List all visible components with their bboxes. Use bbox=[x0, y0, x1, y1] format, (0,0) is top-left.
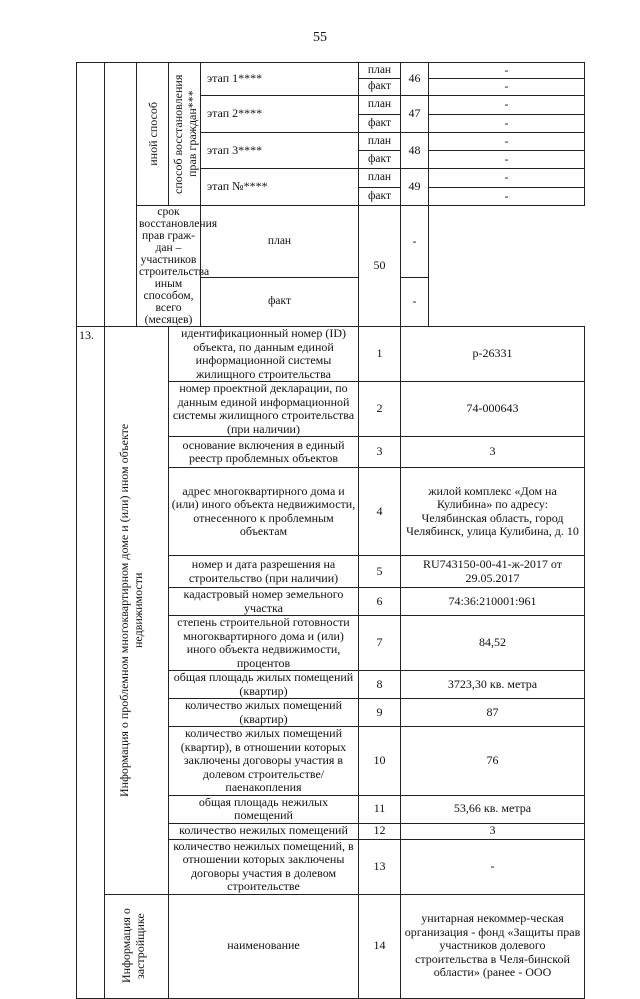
plan-label: план bbox=[359, 63, 401, 79]
row-label: основание включения в единый реестр проблемных объектов bbox=[169, 437, 359, 468]
fact-value: - bbox=[429, 151, 585, 169]
row-label: количество нежилых помещений, в отношении которых заключены договоры участия в долевом строительстве bbox=[169, 839, 359, 894]
plan-value: - bbox=[429, 63, 585, 79]
plan-label: план bbox=[201, 206, 359, 278]
row-label: степень строительной готовности многоквартирного дома и (или) иного объекта недвижимости, процентов bbox=[169, 616, 359, 671]
row-label: кадастровый номер земельного участка bbox=[169, 588, 359, 616]
row-number: 14 bbox=[359, 894, 401, 998]
row-number: 46 bbox=[401, 63, 429, 96]
fact-value: - bbox=[429, 188, 585, 206]
row-number: 10 bbox=[359, 727, 401, 796]
row-value: р-26331 bbox=[401, 327, 585, 382]
row-number: 11 bbox=[359, 795, 401, 823]
page-number: 55 bbox=[313, 30, 327, 45]
plan-label: план bbox=[359, 96, 401, 115]
other-method-label: иной способ bbox=[145, 102, 160, 166]
fact-label: факт bbox=[359, 79, 401, 96]
blank-cell bbox=[105, 63, 137, 327]
object-info-label: Информация о проблемном многоквартирном доме и (или) ином объекте недвижимости bbox=[116, 423, 145, 797]
row-label: количество жилых помещений (квартир) bbox=[169, 699, 359, 727]
row-number: 48 bbox=[401, 133, 429, 169]
fact-label: факт bbox=[359, 151, 401, 169]
plan-label: план bbox=[359, 169, 401, 188]
fact-label: факт bbox=[359, 188, 401, 206]
row-label: количество жилых помещений (квартир), в отношении которых заключены договоры участия в долевом строительстве/паенакопления bbox=[169, 727, 359, 796]
row-number: 49 bbox=[401, 169, 429, 206]
row-value: 74-000643 bbox=[401, 382, 585, 437]
row-number: 50 bbox=[359, 206, 401, 327]
row-label: номер и дата разрешения на строительство (при наличии) bbox=[169, 556, 359, 588]
row-label: номер проектной декларации, по данным единой информационной системы жилищного строительства (при наличии) bbox=[169, 382, 359, 437]
fact-value: - bbox=[429, 115, 585, 133]
row-value: унитарная некоммер-ческая организация - фонд «Защиты прав участников долевого строительства в Челя-бинской области» (ранее - ООО bbox=[401, 894, 585, 998]
row-value: - bbox=[401, 839, 585, 894]
developer-info-cell bbox=[105, 894, 169, 998]
plan-value: - bbox=[401, 206, 429, 278]
row-value: 3 bbox=[401, 437, 585, 468]
plan-value: - bbox=[429, 169, 585, 188]
fact-value: - bbox=[429, 79, 585, 96]
report-table bbox=[76, 62, 585, 999]
row-value: 74:36:210001:961 bbox=[401, 588, 585, 616]
row-number: 47 bbox=[401, 96, 429, 133]
row-number: 7 bbox=[359, 616, 401, 671]
stage-label: этап 3**** bbox=[201, 133, 359, 169]
row-number: 2 bbox=[359, 382, 401, 437]
row-label: наименование bbox=[169, 894, 359, 998]
row-number: 1 bbox=[359, 327, 401, 382]
row-number: 6 bbox=[359, 588, 401, 616]
plan-label: план bbox=[359, 133, 401, 151]
restoration-method-cell bbox=[169, 63, 201, 206]
developer-info-label: Информация о застройщике bbox=[118, 908, 147, 984]
row-value: жилой комплекс «Дом на Кулибина» по адресу: Челябинская область, город Челябинск, улица Кулибина, д. 10 bbox=[401, 468, 585, 556]
restoration-method-label: способ восстановления прав граждан*** bbox=[171, 74, 199, 194]
row-value: 53,66 кв. метра bbox=[401, 795, 585, 823]
row-number: 4 bbox=[359, 468, 401, 556]
fact-label: факт bbox=[201, 278, 359, 327]
row-label: адрес многоквартирного дома и (или) иного объекта недвижимости, отнесенного к проблемным объектам bbox=[169, 468, 359, 556]
row-label: общая площадь нежилых помещений bbox=[169, 795, 359, 823]
row-value: 3723,30 кв. метра bbox=[401, 671, 585, 699]
row-number: 9 bbox=[359, 699, 401, 727]
row-value: 76 bbox=[401, 727, 585, 796]
row-label: общая площадь жилых помещений (квартир) bbox=[169, 671, 359, 699]
row-value: 84,52 bbox=[401, 616, 585, 671]
stage-label: этап 2**** bbox=[201, 96, 359, 133]
other-method-cell bbox=[137, 63, 169, 206]
item-number: 13. bbox=[77, 327, 105, 999]
row-number: 3 bbox=[359, 437, 401, 468]
fact-value: - bbox=[401, 278, 429, 327]
term-label: срок восстановления прав граж-дан – участников строительства иным способом, всего (месяцев) bbox=[137, 206, 201, 327]
plan-value: - bbox=[429, 96, 585, 115]
object-info-cell bbox=[105, 327, 169, 895]
blank-num-cell bbox=[77, 63, 105, 327]
row-label: идентификационный номер (ID) объекта, по данным единой информационной системы жилищного строительства bbox=[169, 327, 359, 382]
row-number: 8 bbox=[359, 671, 401, 699]
stage-label: этап 1**** bbox=[201, 63, 359, 96]
plan-value: - bbox=[429, 133, 585, 151]
row-value: RU743150-00-41-ж-2017 от 29.05.2017 bbox=[401, 556, 585, 588]
row-number: 13 bbox=[359, 839, 401, 894]
stage-label: этап №**** bbox=[201, 169, 359, 206]
fact-label: факт bbox=[359, 115, 401, 133]
row-number: 5 bbox=[359, 556, 401, 588]
row-value: 3 bbox=[401, 823, 585, 839]
row-value: 87 bbox=[401, 699, 585, 727]
row-number: 12 bbox=[359, 823, 401, 839]
row-label: количество нежилых помещений bbox=[169, 823, 359, 839]
